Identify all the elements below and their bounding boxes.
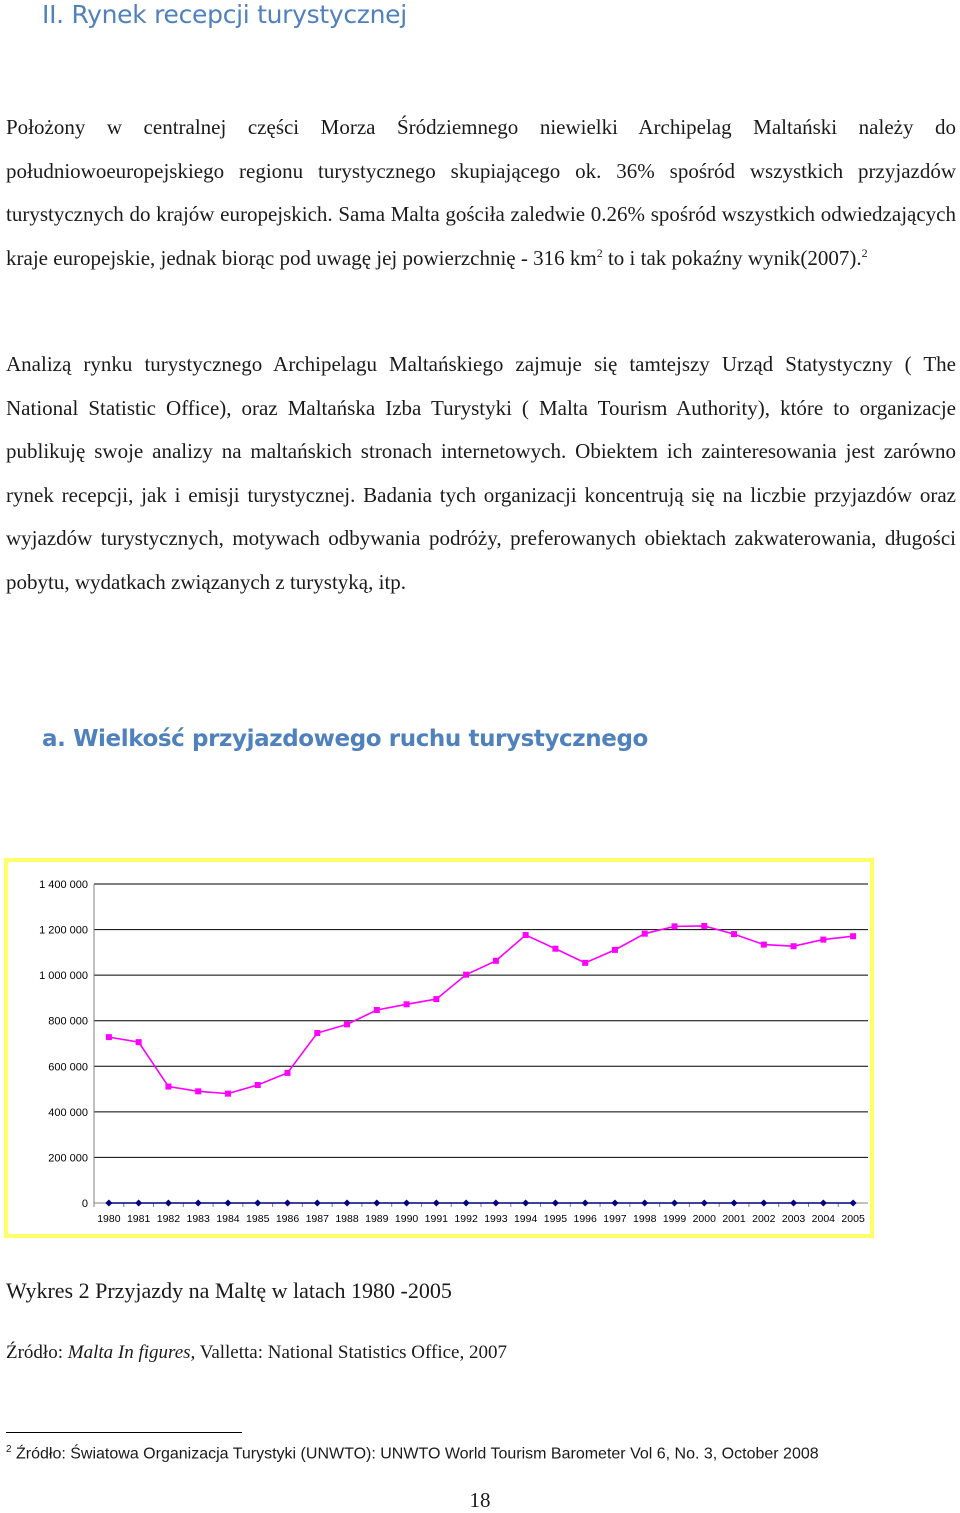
data-point bbox=[433, 996, 439, 1002]
data-point bbox=[671, 1200, 678, 1207]
x-tick-label: 1993 bbox=[484, 1213, 508, 1225]
y-tick-label: 1 200 000 bbox=[39, 924, 88, 937]
data-point bbox=[433, 1200, 440, 1207]
x-tick-label: 2005 bbox=[841, 1213, 865, 1225]
data-point bbox=[492, 1200, 499, 1207]
source-title: Malta In figures, bbox=[67, 1342, 196, 1363]
data-point bbox=[612, 947, 618, 953]
footnote-number: 2 bbox=[6, 1444, 12, 1455]
data-point bbox=[344, 1021, 350, 1027]
x-tick-label: 2001 bbox=[722, 1213, 746, 1225]
page-number: 18 bbox=[469, 1488, 491, 1512]
data-point bbox=[165, 1084, 171, 1090]
unit-superscript: 2 bbox=[596, 245, 603, 260]
data-point bbox=[404, 1001, 410, 1007]
data-point bbox=[255, 1082, 261, 1088]
data-point bbox=[850, 1200, 857, 1207]
data-point bbox=[195, 1200, 202, 1207]
x-tick-label: 1981 bbox=[126, 1213, 151, 1225]
x-tick-label: 1984 bbox=[216, 1213, 240, 1225]
x-tick-label: 1992 bbox=[454, 1213, 478, 1225]
footnote-separator bbox=[6, 1432, 242, 1433]
arrivals-chart bbox=[4, 858, 874, 1238]
x-tick-label: 1991 bbox=[424, 1213, 449, 1225]
footnote-ref[interactable]: 2 bbox=[861, 245, 868, 260]
subsection-heading: a. Wielkość przyjazdowego ruchu turystycznego bbox=[42, 726, 648, 752]
series-line-1 bbox=[109, 926, 853, 1094]
data-point bbox=[314, 1030, 320, 1036]
x-tick-label: 1983 bbox=[186, 1213, 210, 1225]
y-tick-label: 1 400 000 bbox=[39, 879, 88, 891]
x-tick-label: 1982 bbox=[156, 1213, 181, 1225]
data-point bbox=[641, 1200, 648, 1207]
data-point bbox=[791, 943, 797, 949]
x-tick-label: 2000 bbox=[692, 1213, 716, 1225]
x-tick-label: 1996 bbox=[573, 1213, 597, 1225]
data-point bbox=[701, 1200, 708, 1207]
x-tick-label: 2004 bbox=[811, 1213, 836, 1225]
x-tick-label: 2002 bbox=[752, 1213, 776, 1225]
data-point bbox=[314, 1200, 321, 1207]
data-point bbox=[611, 1200, 618, 1207]
paragraph-analysis: Analizą rynku turystycznego Archipelagu Maltańskiego zajmuje się tamtejszy Urząd Statystyczny ( The National Statistic Office), oraz Maltańska Izba Turystyki ( Malta Tourism Authority), które to organizacje publikuję swoje analizy na maltańskich stronach internetowych. Obiektem ich zainteresowania jest zarówno rynek recepcji, jak i emisji turystycznej. Badania tych organizacji koncentrują się na liczbie przyjazdów oraz wyjazdów turystycznych, motywach odbywania podróży, preferowanych obiektach zakwaterowania, długości pobytu, wydatkach związanych z turystyką, itp. bbox=[6, 352, 956, 594]
data-point bbox=[463, 1200, 470, 1207]
data-point bbox=[672, 923, 678, 929]
x-tick-label: 1997 bbox=[603, 1213, 627, 1225]
data-point bbox=[731, 931, 737, 937]
data-point bbox=[224, 1200, 231, 1207]
data-point bbox=[760, 1200, 767, 1207]
x-tick-label: 1994 bbox=[513, 1213, 538, 1225]
data-point bbox=[523, 932, 529, 938]
data-point bbox=[344, 1200, 351, 1207]
data-point bbox=[105, 1200, 112, 1207]
data-point bbox=[254, 1200, 261, 1207]
data-point bbox=[165, 1200, 172, 1207]
chart-canvas bbox=[8, 862, 870, 1234]
section-heading: II. Rynek recepcji turystycznej bbox=[42, 0, 407, 29]
x-tick-label: 1989 bbox=[365, 1213, 389, 1225]
data-point bbox=[582, 960, 588, 966]
x-tick-label: 1986 bbox=[275, 1213, 300, 1225]
data-point bbox=[552, 946, 558, 952]
source-label: Źródło: bbox=[6, 1342, 68, 1363]
x-tick-label: 1998 bbox=[633, 1213, 657, 1225]
data-point bbox=[195, 1088, 201, 1094]
figure-source bbox=[6, 1342, 507, 1364]
x-tick-label: 1999 bbox=[662, 1213, 687, 1225]
data-point bbox=[225, 1091, 231, 1097]
data-point bbox=[522, 1200, 529, 1207]
data-point bbox=[106, 1034, 112, 1040]
x-tick-label: 1987 bbox=[305, 1213, 329, 1225]
data-point bbox=[731, 1200, 738, 1207]
y-tick-label: 0 bbox=[81, 1198, 88, 1210]
paragraph-intro bbox=[6, 106, 956, 280]
figure-caption: Wykres 2 Przyjazdy na Maltę w latach 1980 -2005 bbox=[6, 1278, 452, 1303]
data-point bbox=[642, 931, 648, 937]
data-point bbox=[820, 1200, 827, 1207]
paragraph-intro-tail: to i tak pokaźny wynik(2007). bbox=[602, 245, 862, 270]
y-tick-label: 600 000 bbox=[48, 1061, 88, 1074]
paragraph-intro-text: Położony w centralnej części Morza Śródziemnego niewielki Archipelag Maltański należy do południowoeuropejskiego regionu turystycznego skupiającego ok. 36% spośród wszystkich przyjazdów turystycznych do krajów europejskich. Sama Malta gościła zaledwie 0.26% spośród wszystkich odwiedzających kraje europejskie, jednak biorąc pod uwagę jej powierzchnię - 316 km bbox=[6, 115, 956, 270]
data-point bbox=[582, 1200, 589, 1207]
data-point bbox=[761, 942, 767, 948]
data-point bbox=[284, 1200, 291, 1207]
data-point bbox=[701, 923, 707, 929]
footnote-text: Źródło: Światowa Organizacja Turystyki (UNWTO): UNWTO World Tourism Barometer Vol 6, No. 3, October 2008 bbox=[11, 1445, 819, 1463]
data-point bbox=[373, 1200, 380, 1207]
data-point bbox=[374, 1007, 380, 1013]
y-tick-label: 800 000 bbox=[48, 1015, 88, 1028]
y-tick-label: 400 000 bbox=[48, 1106, 88, 1119]
y-tick-label: 1 000 000 bbox=[39, 970, 88, 983]
x-tick-label: 2003 bbox=[781, 1213, 806, 1225]
source-publisher: Valletta: National Statistics Office, 2007 bbox=[195, 1342, 507, 1363]
data-point bbox=[552, 1200, 559, 1207]
x-tick-label: 1990 bbox=[394, 1213, 419, 1225]
y-tick-label: 200 000 bbox=[48, 1152, 88, 1165]
data-point bbox=[285, 1070, 291, 1076]
data-point bbox=[493, 958, 499, 964]
data-point bbox=[135, 1200, 142, 1207]
data-point bbox=[790, 1200, 797, 1207]
footnote bbox=[6, 1444, 819, 1463]
x-tick-label: 1995 bbox=[543, 1213, 568, 1225]
data-point bbox=[850, 933, 856, 939]
x-tick-label: 1988 bbox=[335, 1213, 359, 1225]
data-point bbox=[463, 972, 469, 978]
data-point bbox=[820, 937, 826, 943]
data-point bbox=[403, 1200, 410, 1207]
data-point bbox=[136, 1039, 142, 1045]
x-tick-label: 1980 bbox=[97, 1213, 121, 1225]
x-tick-label: 1985 bbox=[246, 1213, 270, 1225]
